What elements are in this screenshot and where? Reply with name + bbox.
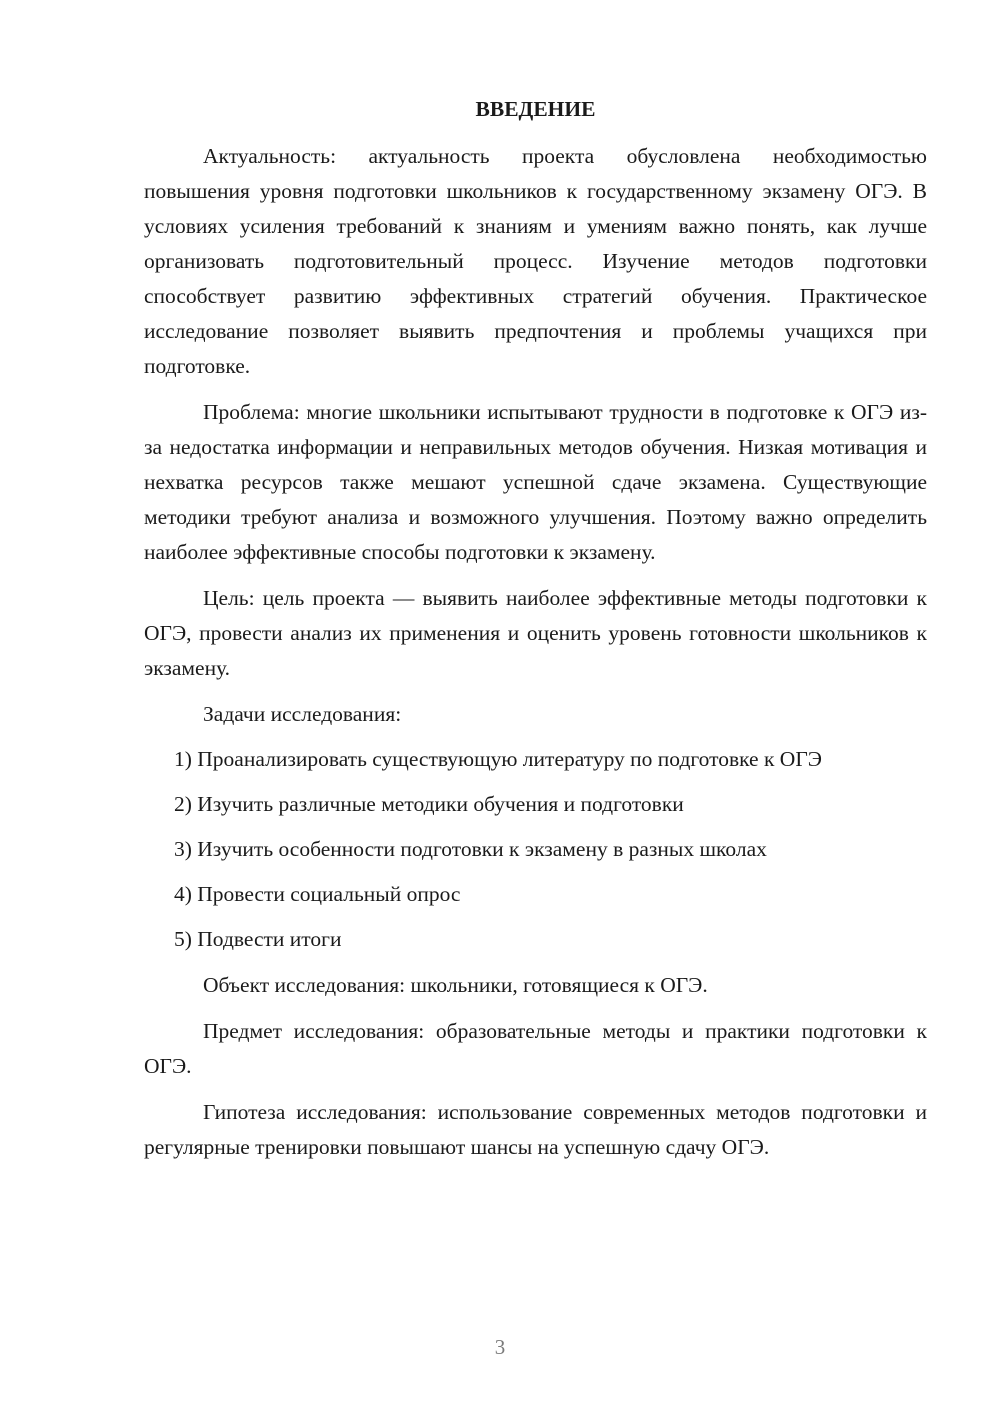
section-title: ВВЕДЕНИЕ bbox=[475, 97, 596, 121]
page-number: 3 bbox=[494, 1335, 506, 1359]
task-item-1: 1) Проанализировать существующую литературу по подготовке к ОГЭ bbox=[174, 747, 822, 771]
relevance-paragraph: Актуальность: актуальность проекта обусловлена необходимостью повышения уровня подготовки школьников к государственному экзамену ОГЭ. В условиях усиления требований к знаниям и умениям важно понять, как лучше организовать подготовительный процесс. Изучение методов подготовки способствует развитию эффективных стратегий обучения. Практическое исследование позволяет выявить предпочтения и проблемы учащихся при подготовке. bbox=[144, 144, 927, 378]
subject-paragraph: Предмет исследования: образовательные методы и практики подготовки к ОГЭ. bbox=[144, 1019, 927, 1078]
goal-paragraph: Цель: цель проекта — выявить наиболее эффективные методы подготовки к ОГЭ, провести анализ их применения и оценить уровень готовности школьников к экзамену. bbox=[144, 586, 927, 680]
task-item-3: 3) Изучить особенности подготовки к экзамену в разных школах bbox=[174, 837, 767, 861]
task-item-4: 4) Провести социальный опрос bbox=[174, 882, 461, 906]
problem-paragraph: Проблема: многие школьники испытывают трудности в подготовке к ОГЭ из-за недостатка информации и неправильных методов обучения. Низкая мотивация и нехватка ресурсов также мешают успешной сдаче экзамена. Существующие методики требуют анализа и возможного улучшения. Поэтому важно определить наиболее эффективные способы подготовки к экзамену. bbox=[144, 400, 927, 564]
task-item-2: 2) Изучить различные методики обучения и подготовки bbox=[174, 792, 684, 816]
tasks-heading: Задачи исследования: bbox=[203, 702, 402, 726]
hypothesis-paragraph: Гипотеза исследования: использование современных методов подготовки и регулярные тренировки повышают шансы на успешную сдачу ОГЭ. bbox=[144, 1100, 927, 1159]
object-paragraph: Объект исследования: школьники, готовящиеся к ОГЭ. bbox=[203, 973, 708, 997]
task-item-5: 5) Подвести итоги bbox=[174, 927, 342, 951]
document-body bbox=[144, 92, 927, 1165]
